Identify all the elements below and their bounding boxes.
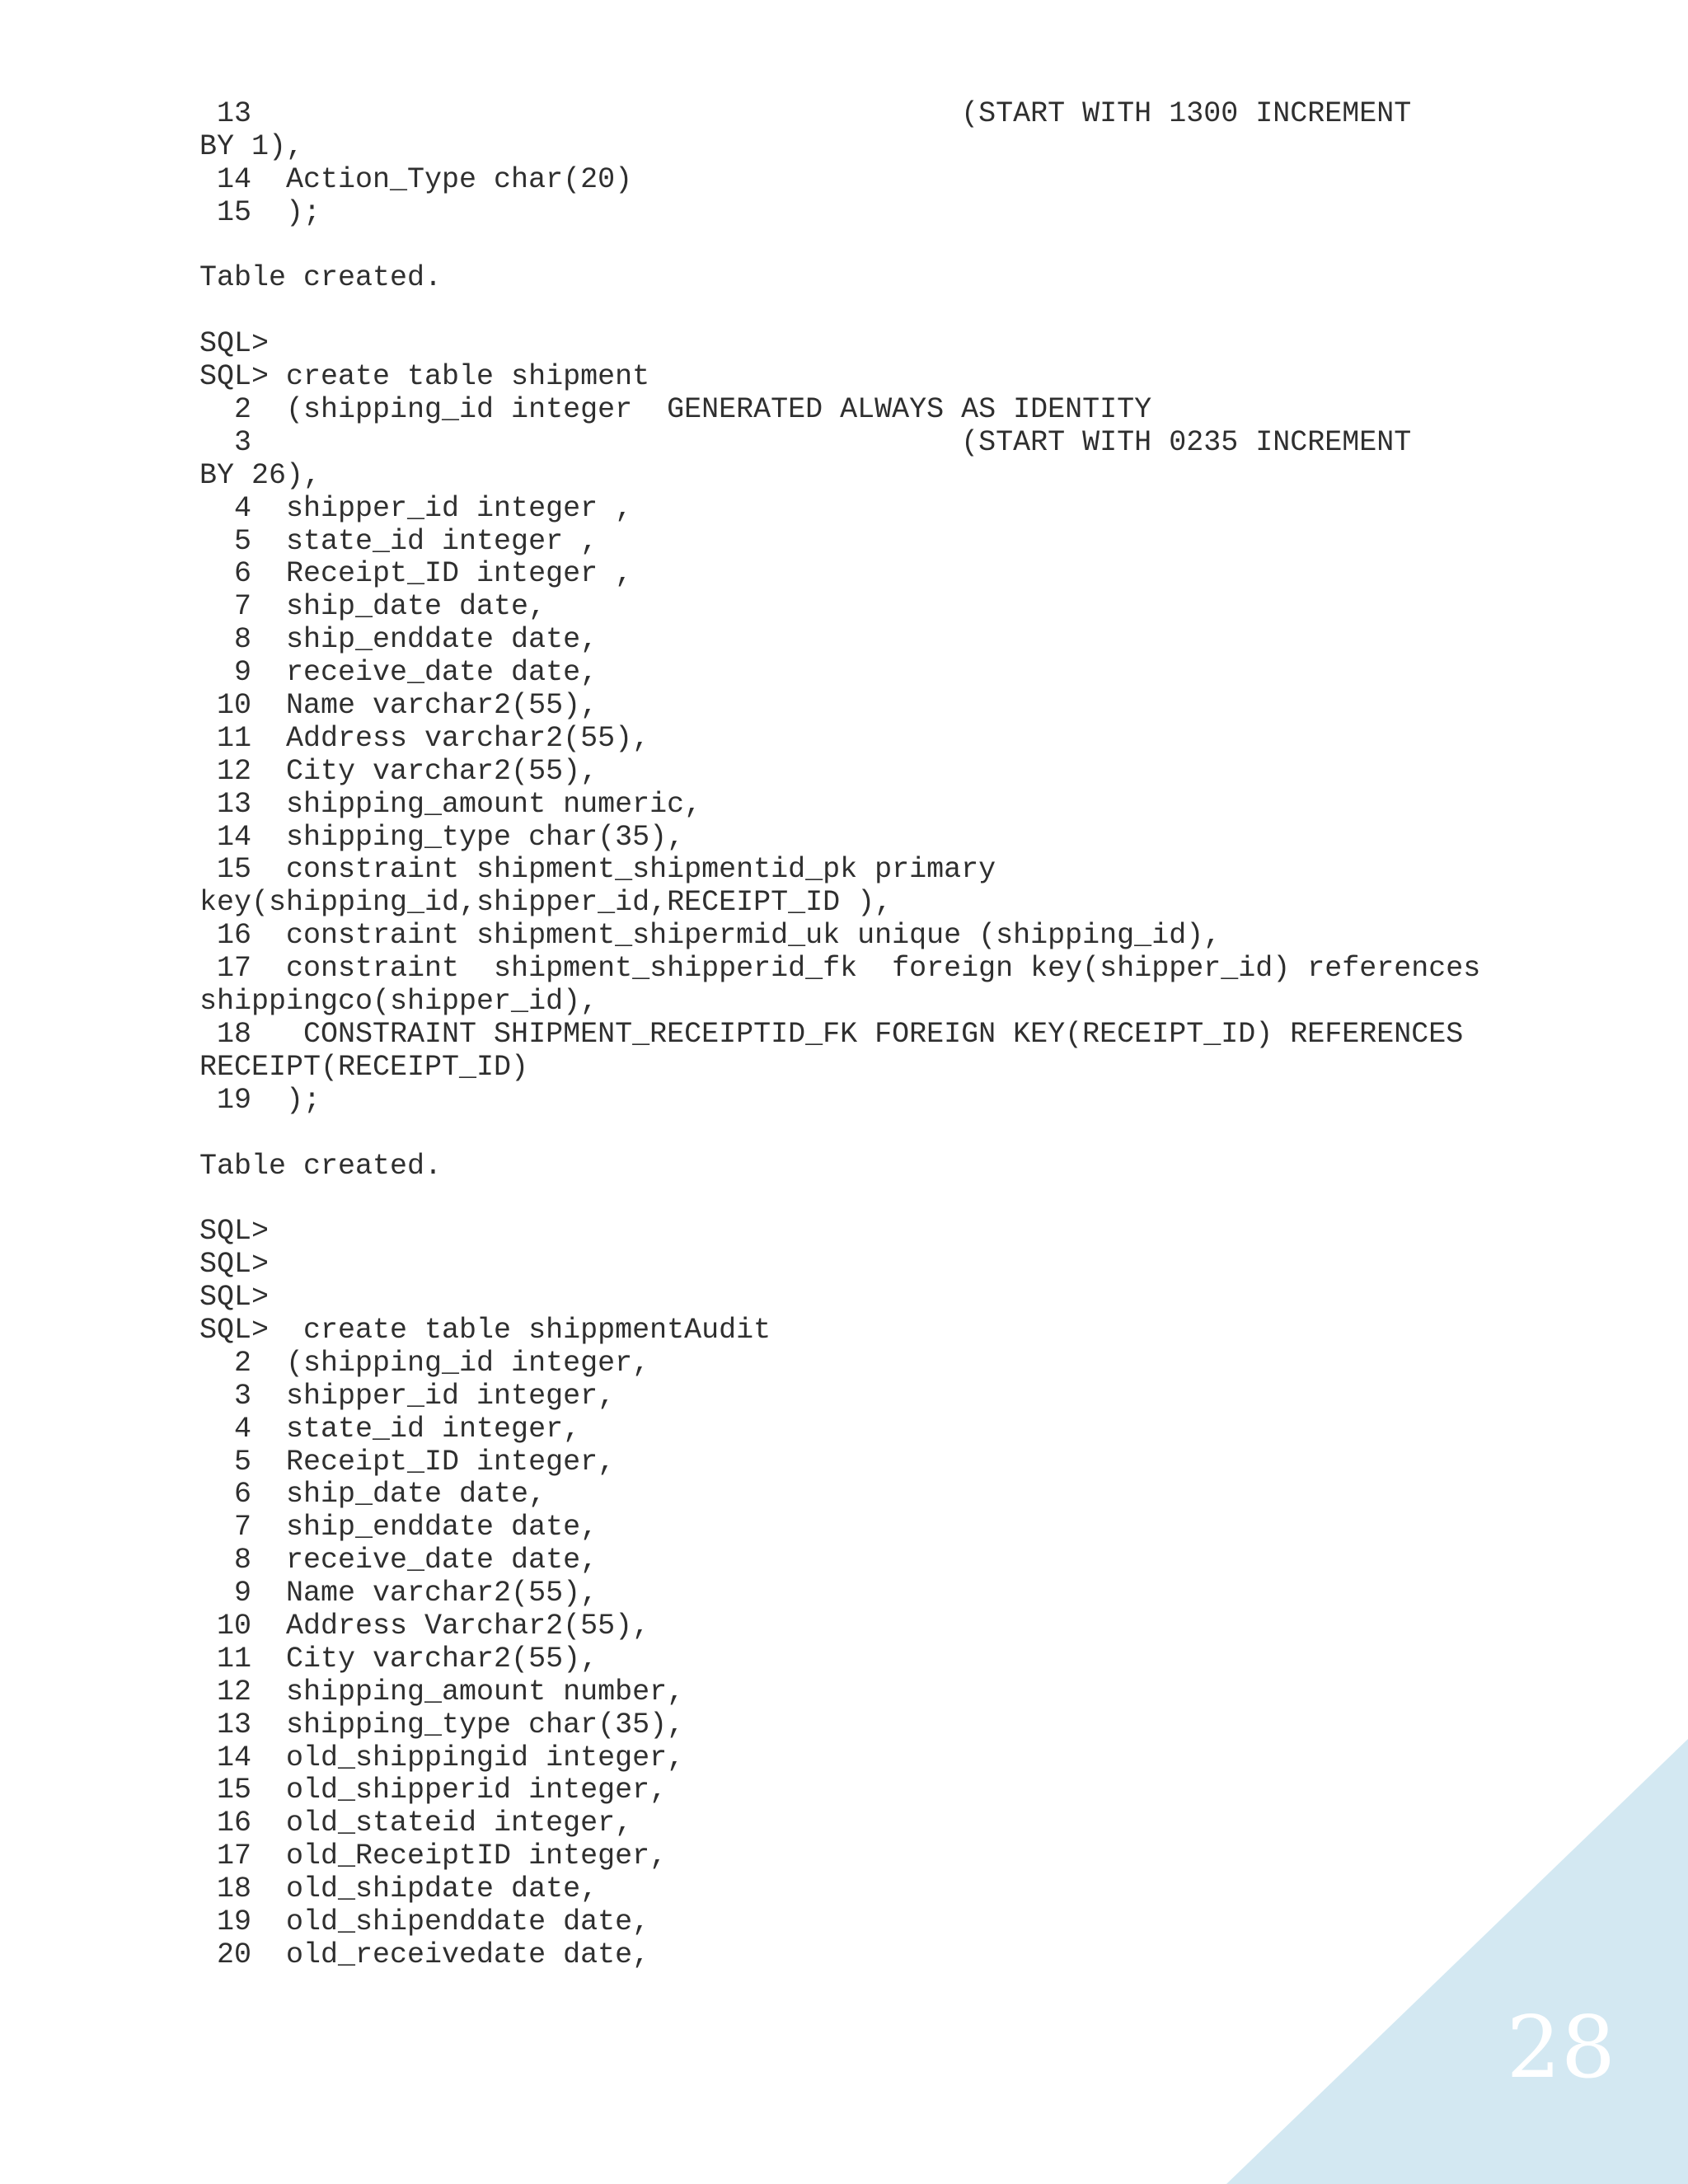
code-line: shippingco(shipper_id), (199, 985, 598, 1019)
code-line: key(shipping_id,shipper_id,RECEIPT_ID ), (199, 886, 893, 920)
code-line: 16 constraint shipment_shipermid_uk unique (shipping_id), (199, 919, 1221, 953)
code-line: 17 old_ReceiptID integer, (199, 1840, 668, 1873)
code-line: SQL> (199, 327, 270, 361)
code-line: 19 old_shipenddate date, (199, 1905, 650, 1938)
code-line (199, 1183, 1480, 1216)
code-line: BY 1), (199, 129, 304, 163)
code-line: 11 City varchar2(55), (199, 1642, 598, 1675)
code-line: 14 old_shippingid integer, (199, 1741, 685, 1774)
code-line: 2 (shipping_id integer, (199, 1346, 650, 1380)
code-line: 4 state_id integer, (199, 1412, 581, 1446)
code-line: Table created. (199, 261, 443, 295)
code-line: 18 CONSTRAINT SHIPMENT_RECEIPTID_FK FOREIGN KEY(RECEIPT_ID) REFERENCES (199, 1017, 1464, 1051)
page-number: 28 (1506, 1997, 1615, 2097)
code-line: SQL> (199, 1281, 270, 1315)
code-line: 15 ); (199, 195, 321, 229)
code-line: SQL> (199, 1215, 270, 1249)
code-line: SQL> create table shippmentAudit (199, 1313, 771, 1347)
code-line: 17 constraint shipment_shipperid_fk foreign key(shipper_id) references (199, 952, 1481, 986)
corner-accent-triangle (1226, 1739, 1688, 2184)
code-line: 10 Address Varchar2(55), (199, 1609, 650, 1643)
code-line: 5 Receipt_ID integer, (199, 1445, 616, 1479)
code-line: 6 ship_date date, (199, 1478, 546, 1511)
code-line: 11 Address varchar2(55), (199, 721, 650, 755)
code-line: 4 shipper_id integer , (199, 491, 633, 525)
code-line: 9 receive_date date, (199, 656, 598, 690)
code-line: 10 Name varchar2(55), (199, 689, 598, 723)
code-line: 18 old_shipdate date, (199, 1872, 598, 1906)
code-line (199, 230, 1480, 263)
code-line: 13 (START WITH 1300 INCREMENT (199, 97, 1412, 130)
code-line: 9 Name varchar2(55), (199, 1577, 598, 1610)
code-line: 15 constraint shipment_shipmentid_pk primary (199, 853, 996, 887)
code-line: 15 old_shipperid integer, (199, 1774, 668, 1807)
code-line (199, 1118, 1480, 1151)
code-line: 12 City varchar2(55), (199, 754, 598, 788)
code-line: 13 shipping_amount numeric, (199, 787, 702, 821)
code-line: 19 ); (199, 1083, 321, 1117)
code-line: 3 shipper_id integer, (199, 1379, 616, 1413)
code-line: 8 ship_enddate date, (199, 623, 598, 657)
code-line: 14 Action_Type char(20) (199, 162, 633, 196)
code-line: BY 26), (199, 458, 321, 492)
code-line: RECEIPT(RECEIPT_ID) (199, 1050, 529, 1084)
code-line: 16 old_stateid integer, (199, 1807, 633, 1840)
code-line: 7 ship_enddate date, (199, 1511, 598, 1544)
code-line: 13 shipping_type char(35), (199, 1708, 685, 1741)
code-line: 7 ship_date date, (199, 590, 546, 624)
code-line: 3 (START WITH 0235 INCREMENT (199, 425, 1412, 459)
code-line: SQL> (199, 1248, 270, 1282)
code-line: 8 receive_date date, (199, 1544, 598, 1577)
code-line: SQL> create table shipment (199, 360, 650, 394)
code-line (199, 295, 1480, 328)
code-line: 12 shipping_amount number, (199, 1675, 685, 1708)
code-line: 14 shipping_type char(35), (199, 820, 685, 854)
code-line: 5 state_id integer , (199, 524, 598, 558)
code-line: 2 (shipping_id integer GENERATED ALWAYS AS IDENTITY (199, 393, 1152, 427)
code-line: Table created. (199, 1149, 443, 1183)
code-line: 20 old_receivedate date, (199, 1938, 650, 1971)
code-line: 6 Receipt_ID integer , (199, 557, 633, 591)
sql-console-output (199, 98, 1480, 1972)
